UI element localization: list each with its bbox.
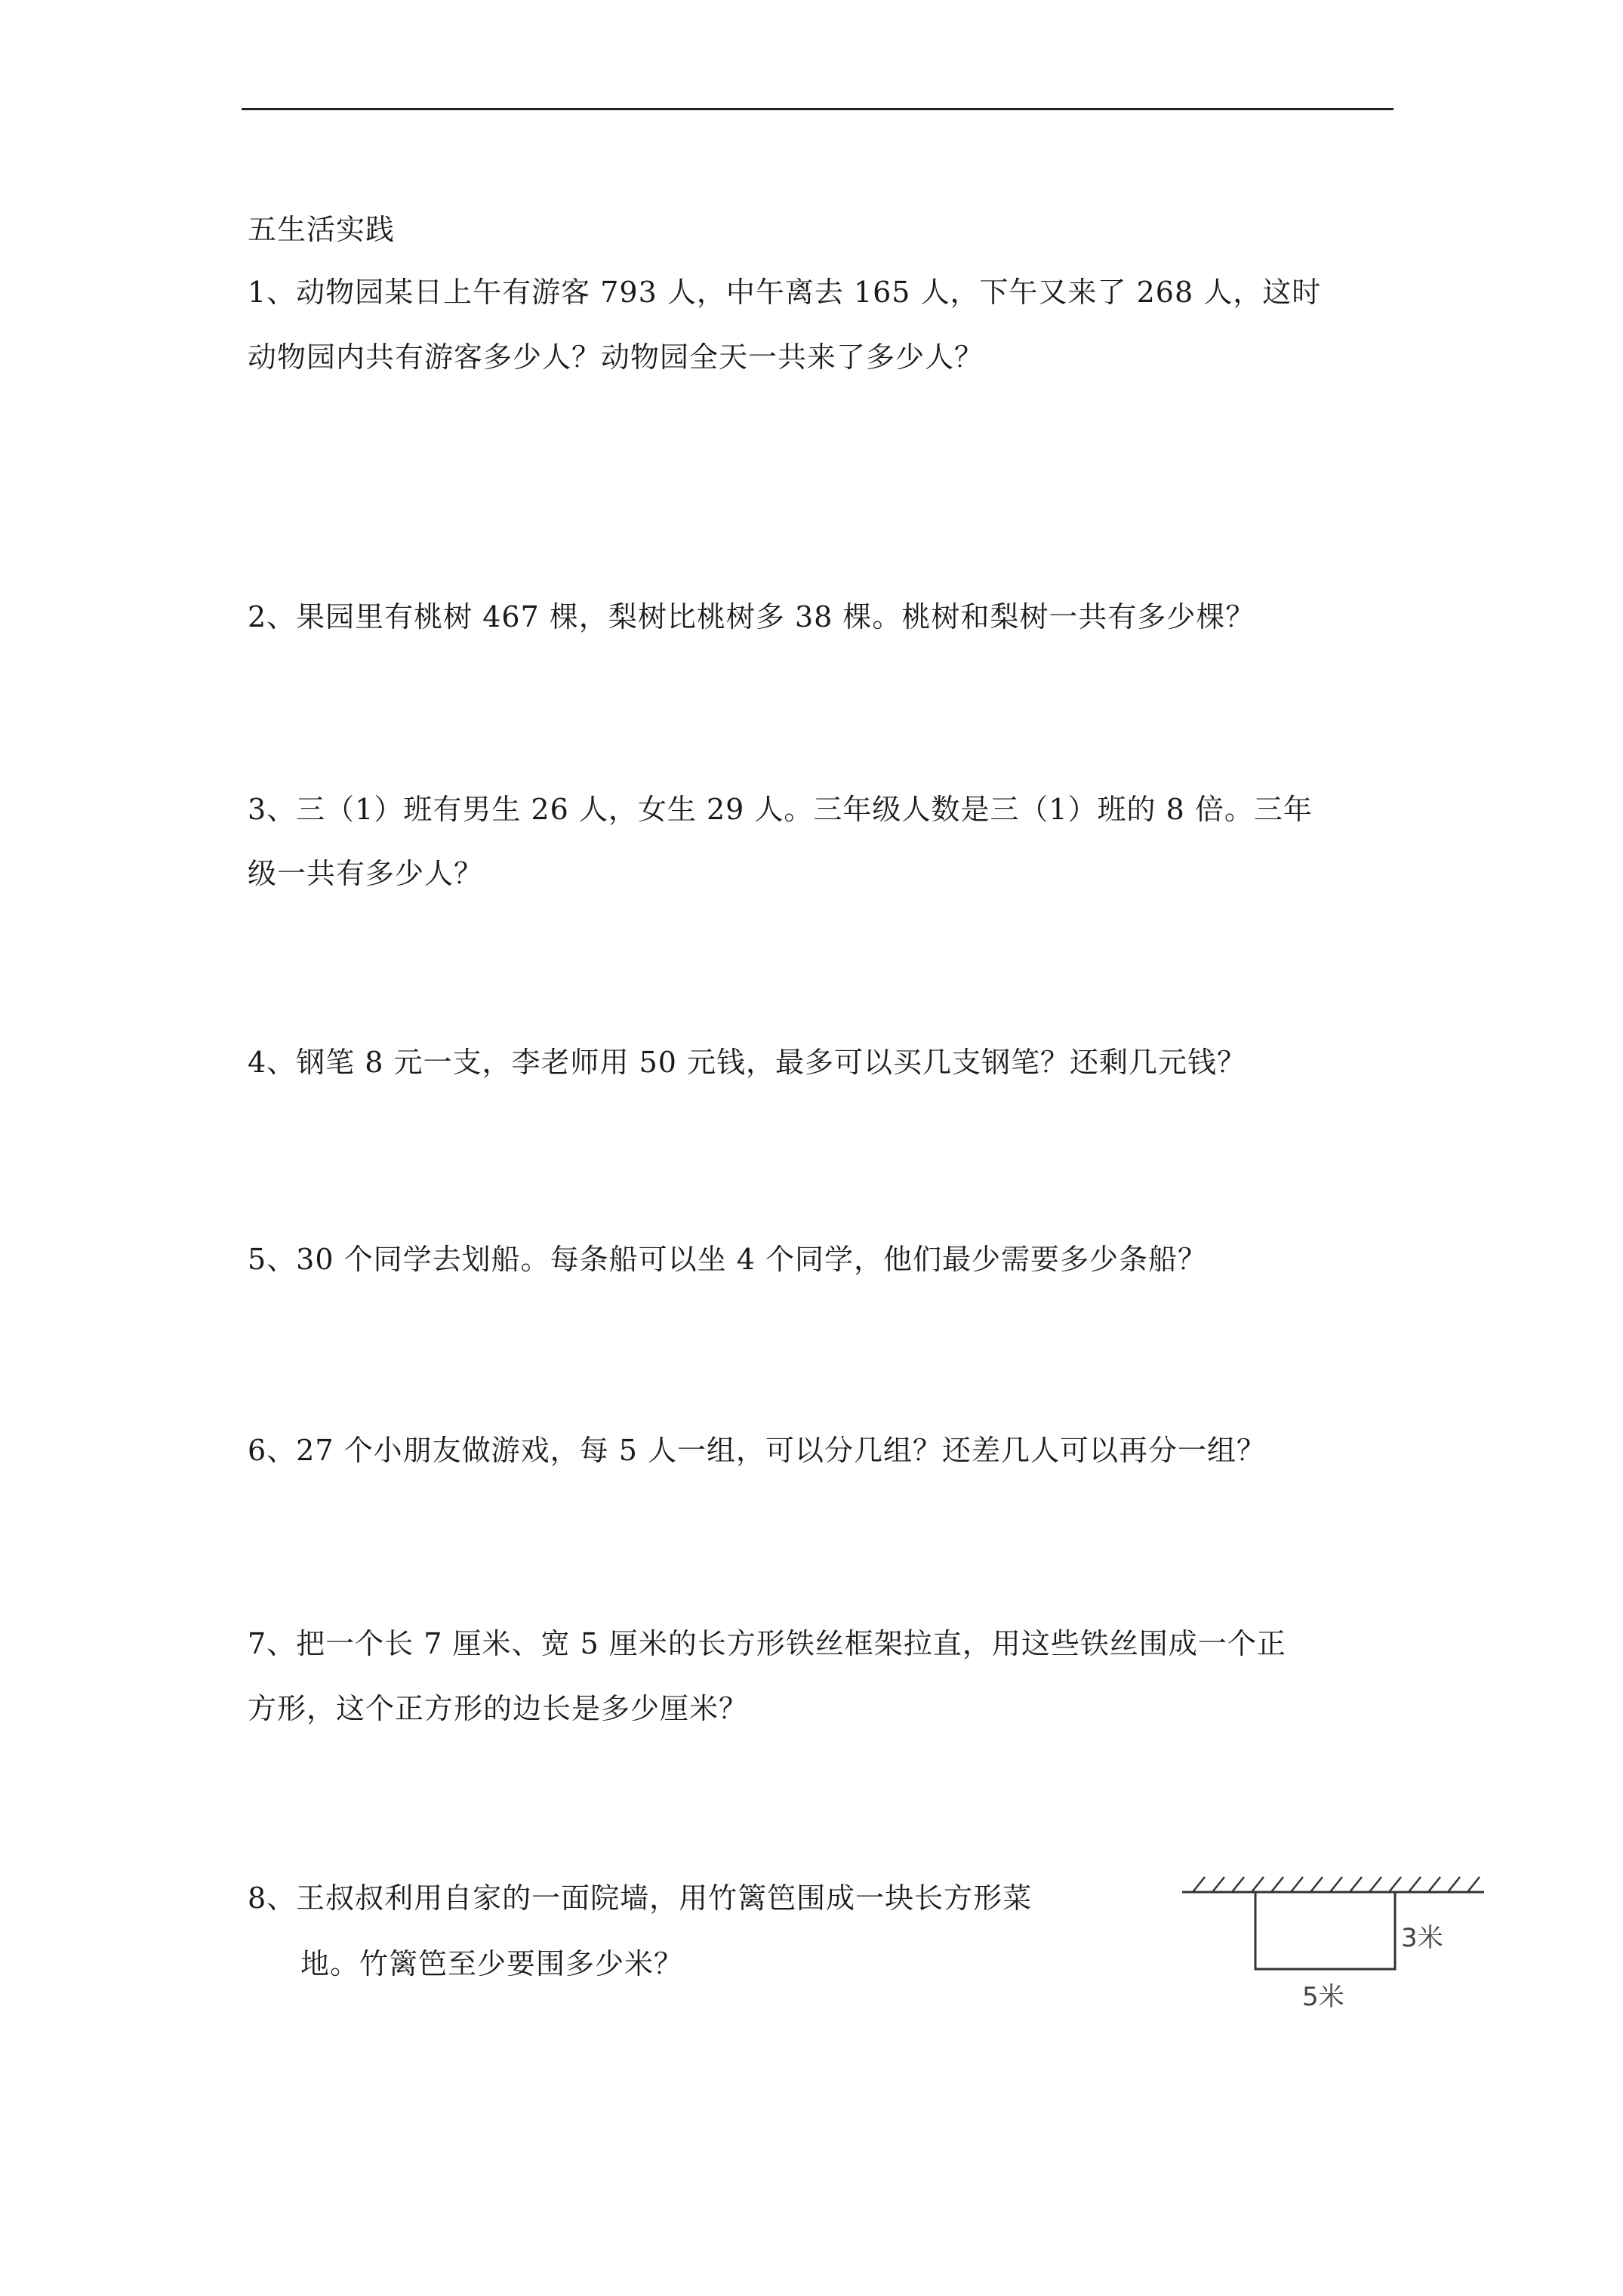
problem-4-line-1: 4、钢笔 8 元一支，李老师用 50 元钱，最多可以买几支钢笔？还剩几元钱？: [248, 1046, 1247, 1079]
problem-3-line-1: 3、三（1）班有男生 26 人，女生 29 人。三年级人数是三（1）班的 8 倍。三年: [248, 793, 1313, 826]
section-title: 五生活实践: [248, 213, 396, 246]
width-label: 5米: [1302, 1982, 1344, 2012]
header-rule: [242, 108, 1394, 110]
fence-rectangle: [1255, 1892, 1395, 1969]
problem-3-line-2: 级一共有多少人？: [248, 857, 484, 890]
wall-hatch: [1193, 1877, 1480, 1892]
problem-1-line-1: 1、动物园某日上午有游客 793 人，中午离去 165 人，下午又来了 268 人，这时: [248, 276, 1322, 309]
height-label: 3米: [1401, 1923, 1443, 1953]
problem-5-line-1: 5、30 个同学去划船。每条船可以坐 4 个同学，他们最少需要多少条船？: [248, 1243, 1207, 1276]
problem-2-line-1: 2、果园里有桃树 467 棵，梨树比桃树多 38 棵。桃树和梨树一共有多少棵？: [248, 600, 1255, 633]
problem-6-line-1: 6、27 个小朋友做游戏，每 5 人一组，可以分几组？还差几人可以再分一组？: [248, 1434, 1266, 1467]
problem-8-line-1: 8、王叔叔利用自家的一面院墙，用竹篱笆围成一块长方形菜: [248, 1881, 1033, 1915]
problem-1-line-2: 动物园内共有游客多少人？动物园全天一共来了多少人？: [248, 341, 984, 374]
problem-7-line-1: 7、把一个长 7 厘米、宽 5 厘米的长方形铁丝框架拉直，用这些铁丝围成一个正: [248, 1627, 1286, 1660]
fence-diagram: [1178, 1863, 1495, 2029]
problem-8-line-2: 地。竹篱笆至少要围多少米？: [300, 1947, 684, 1980]
problem-7-line-2: 方形，这个正方形的边长是多少厘米？: [248, 1692, 749, 1725]
